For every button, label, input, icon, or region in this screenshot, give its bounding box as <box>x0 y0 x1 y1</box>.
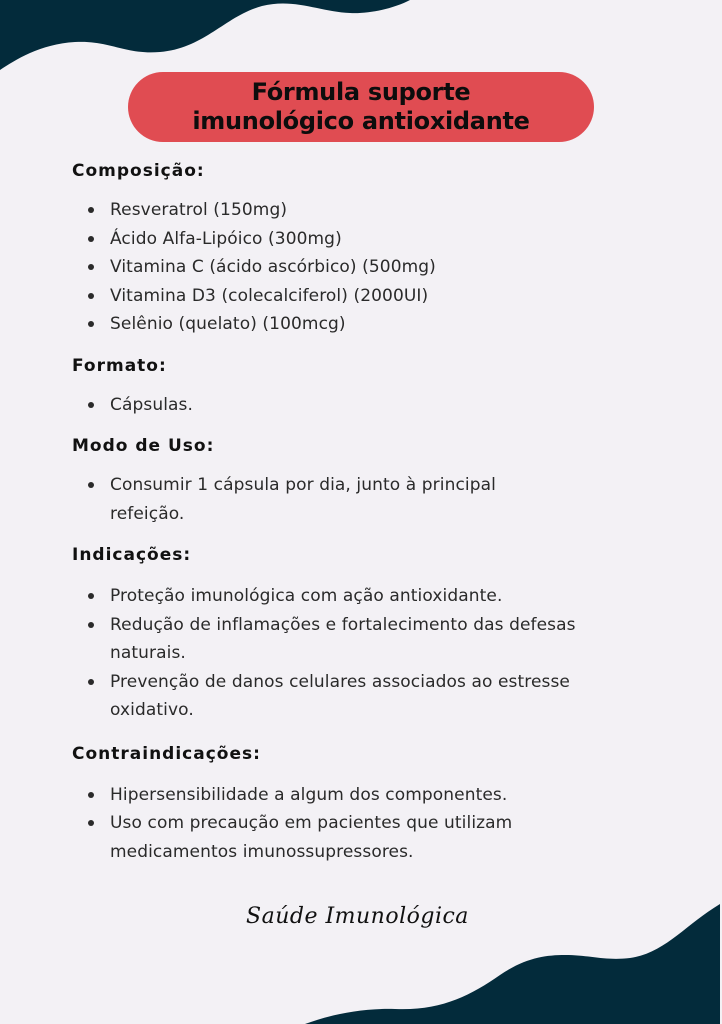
title-banner <box>128 72 594 142</box>
list-item: Cápsulas. <box>72 391 672 420</box>
section-heading: Formato: <box>72 355 167 376</box>
top-wave-shape <box>0 0 410 70</box>
section-heading: Indicações: <box>72 545 192 565</box>
bullet-icon <box>88 679 94 685</box>
usage-list <box>72 471 572 528</box>
contraindications-list <box>72 781 592 867</box>
section-modo-de-uso <box>72 431 672 528</box>
format-list <box>72 391 672 420</box>
section-indicacoes <box>72 540 672 725</box>
composition-list <box>72 196 672 339</box>
bullet-icon <box>88 622 94 628</box>
title-line-1: Fórmula suporte <box>251 78 471 106</box>
list-item: Vitamina C (ácido ascórbico) (500mg) <box>72 253 672 282</box>
list-item: Uso com precaução em pacientes que utilizam medicamentos imunossupressores. <box>72 809 592 866</box>
list-item: Prevenção de danos celulares associados ao estresse oxidativo. <box>72 668 652 725</box>
section-heading: Composição: <box>72 161 205 181</box>
bullet-icon <box>88 792 94 798</box>
list-item: Redução de inflamações e fortalecimento das defesas naturais. <box>72 611 652 668</box>
section-composicao <box>72 156 672 339</box>
list-item: Selênio (quelato) (100mcg) <box>72 310 672 339</box>
bullet-icon <box>88 293 94 299</box>
bullet-icon <box>88 402 94 408</box>
section-contraindicacoes <box>72 739 672 867</box>
bullet-icon <box>88 482 94 488</box>
bullet-icon <box>88 820 94 826</box>
bullet-icon <box>88 207 94 213</box>
section-heading: Modo de Uso: <box>72 436 215 456</box>
list-item: Vitamina D3 (colecalciferol) (2000UI) <box>72 282 672 311</box>
list-item: Hipersensibilidade a algum dos componentes. <box>72 781 592 810</box>
footer-brand: Saúde Imunológica <box>246 904 469 929</box>
bullet-icon <box>88 321 94 327</box>
bullet-icon <box>88 593 94 599</box>
bullet-icon <box>88 264 94 270</box>
content-body <box>72 156 672 866</box>
title-line-2: imunológico antioxidante <box>192 107 530 135</box>
list-item: Proteção imunológica com ação antioxidante. <box>72 582 652 611</box>
list-item: Consumir 1 cápsula por dia, junto à principal refeição. <box>72 471 572 528</box>
section-heading: Contraindicações: <box>72 743 261 764</box>
list-item: Resveratrol (150mg) <box>72 196 672 225</box>
section-formato <box>72 351 672 420</box>
indications-list <box>72 582 652 725</box>
bullet-icon <box>88 236 94 242</box>
list-item: Ácido Alfa-Lipóico (300mg) <box>72 225 672 254</box>
